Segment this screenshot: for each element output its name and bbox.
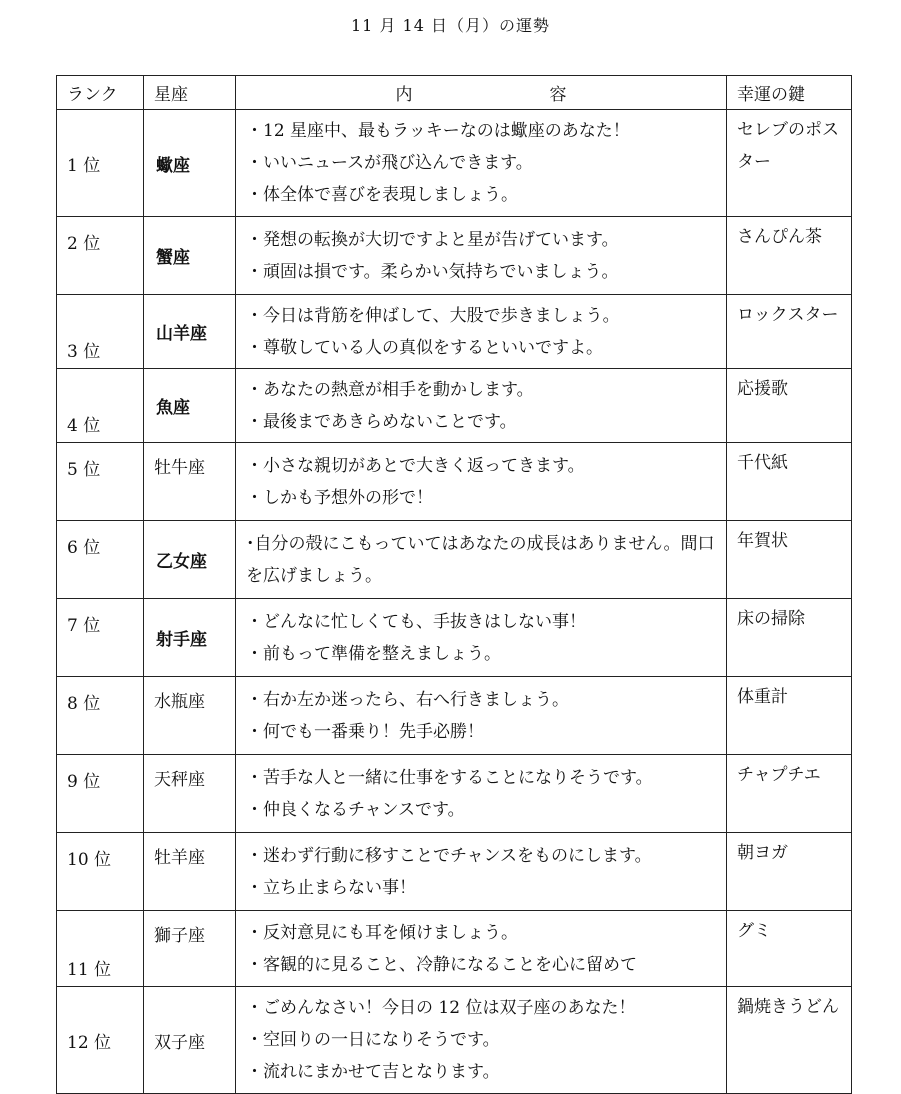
content-line: ・前もって準備を整えましょう。 (246, 643, 501, 664)
sign-cell: 牡牛座 (144, 443, 236, 521)
key-cell: ロックスター (727, 295, 852, 369)
rank-cell: 10 位 (57, 833, 144, 911)
key-cell: さんぴん茶 (727, 217, 852, 295)
content-cell (236, 217, 727, 295)
table-row (57, 443, 852, 521)
content-cell (236, 295, 727, 369)
sign-cell: 魚座 (144, 369, 236, 443)
table-row (57, 677, 852, 755)
content-cell (236, 599, 727, 677)
table-row (57, 911, 852, 987)
content-cell (236, 110, 727, 217)
content-line: ・苦手な人と一緒に仕事をすることになりそうです。 (246, 767, 653, 788)
sign-cell: 乙女座 (144, 521, 236, 599)
content-line: ・あなたの熱意が相手を動かします。 (246, 379, 534, 400)
content-line: ・尊敬している人の真似をするといいですよ。 (246, 337, 603, 358)
content-line: ・どんなに忙しくても、手抜きはしない事！ (246, 611, 586, 632)
key-cell: チャプチエ (727, 755, 852, 833)
key-cell: 床の掃除 (727, 599, 852, 677)
table-row (57, 369, 852, 443)
content-line: ・何でも一番乗り！先手必勝！ (246, 721, 484, 742)
header-content: 内 容 (236, 76, 727, 110)
sign-cell: 蟹座 (144, 217, 236, 295)
content-line: ・しかも予想外の形で！ (246, 487, 433, 508)
key-cell: 年賀状 (727, 521, 852, 599)
content-line: ・ごめんなさい！今日の 12 位は双子座のあなた！ (246, 998, 636, 1018)
content-line: ・今日は背筋を伸ばして、大股で歩きましょう。 (246, 305, 620, 326)
key-cell: 朝ヨガ (727, 833, 852, 911)
sign-cell: 蠍座 (144, 110, 236, 217)
horoscope-table (56, 75, 852, 1094)
table-row (57, 987, 852, 1094)
rank-cell: 8 位 (57, 677, 144, 755)
content-line: ・立ち止まらない事！ (246, 877, 416, 898)
table-row (57, 110, 852, 217)
table-row (57, 217, 852, 295)
sign-cell: 山羊座 (144, 295, 236, 369)
content-line: ・反対意見にも耳を傾けましょう。 (246, 922, 518, 943)
table-row (57, 599, 852, 677)
header-key: 幸運の鍵 (727, 76, 852, 110)
content-line: ・頑固は損です。柔らかい気持ちでいましょう。 (246, 261, 619, 282)
rank-cell: 2 位 (57, 217, 144, 295)
content-line: ・迷わず行動に移すことでチャンスをものにします。 (246, 845, 652, 866)
key-cell: 鍋焼きうどん (727, 987, 852, 1094)
rank-cell: 4 位 (57, 369, 144, 443)
content-cell (236, 833, 727, 911)
rank-cell: 7 位 (57, 599, 144, 677)
page-title: 11 月 14 日（月）の運勢 (351, 16, 550, 35)
header-row (57, 76, 852, 110)
rank-cell: 12 位 (57, 987, 144, 1094)
key-cell: セレブのポスター (727, 110, 852, 217)
sign-cell: 射手座 (144, 599, 236, 677)
key-cell: 体重計 (727, 677, 852, 755)
content-cell (236, 369, 727, 443)
content-line: ・小さな親切があとで大きく返ってきます。 (246, 455, 585, 476)
table-row (57, 833, 852, 911)
content-cell (236, 521, 727, 599)
sign-cell: 双子座 (144, 987, 236, 1094)
table-row (57, 521, 852, 599)
content-cell (236, 987, 727, 1094)
content-line: ･自分の殻にこもっていてはあなたの成長はありません。間口を広げましょう。 (246, 533, 715, 586)
header-rank: ランク (57, 76, 144, 110)
content-line: ・右か左か迷ったら、右へ行きましょう。 (246, 689, 569, 710)
content-line: ・発想の転換が大切ですよと星が告げています。 (246, 229, 619, 250)
rank-cell: 6 位 (57, 521, 144, 599)
key-cell: 応援歌 (727, 369, 852, 443)
content-line: ・12 星座中、最もラッキーなのは蠍座のあなた！ (246, 121, 630, 141)
content-line: ・仲良くなるチャンスです。 (246, 799, 465, 820)
sign-cell: 天秤座 (144, 755, 236, 833)
content-line: ・最後まであきらめないことです。 (246, 411, 517, 432)
content-line: ・空回りの一日になりそうです。 (246, 1030, 500, 1050)
content-line: ・流れにまかせて吉となります。 (246, 1062, 500, 1082)
table-row (57, 755, 852, 833)
sign-cell: 牡羊座 (144, 833, 236, 911)
rank-cell: 9 位 (57, 755, 144, 833)
content-cell (236, 677, 727, 755)
key-cell: 千代紙 (727, 443, 852, 521)
content-line: ・客観的に見ること、冷静になることを心に留めて (246, 954, 637, 975)
rank-cell: 5 位 (57, 443, 144, 521)
content-cell (236, 755, 727, 833)
key-cell: グミ (727, 911, 852, 987)
content-line: ・いいニュースが飛び込んできます。 (246, 153, 533, 173)
header-sign: 星座 (144, 76, 236, 110)
content-cell (236, 443, 727, 521)
content-line: ・体全体で喜びを表現しましょう。 (246, 185, 518, 205)
sign-cell: 獅子座 (144, 911, 236, 987)
sign-cell: 水瓶座 (144, 677, 236, 755)
rank-cell: 1 位 (57, 110, 144, 217)
table-row (57, 295, 852, 369)
rank-cell: 11 位 (57, 911, 144, 987)
rank-cell: 3 位 (57, 295, 144, 369)
content-cell (236, 911, 727, 987)
